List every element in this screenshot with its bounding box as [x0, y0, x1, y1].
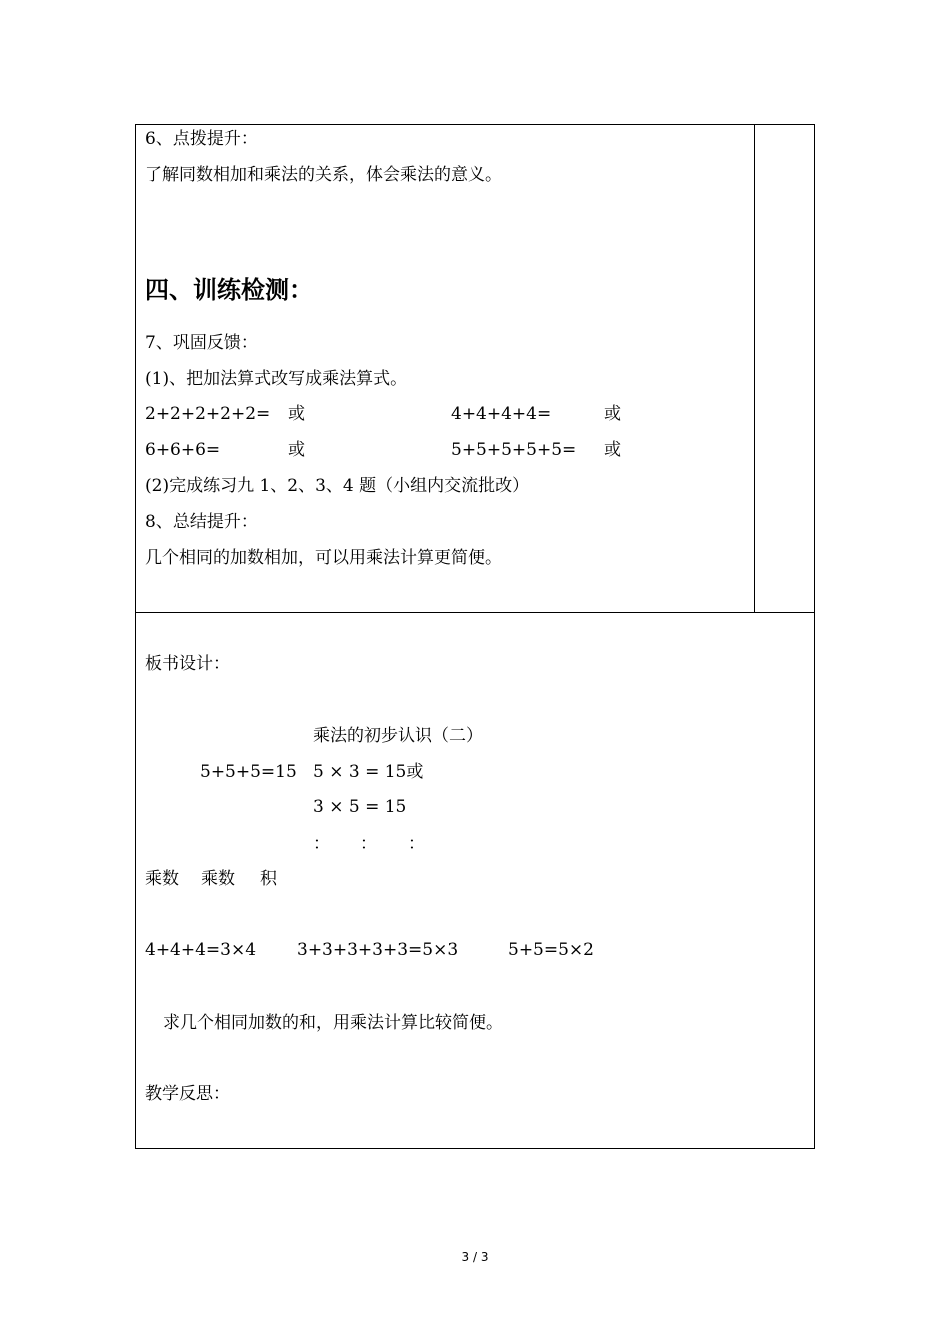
board-conclusion: 求几个相同加数的和，用乘法计算比较简便。	[163, 1013, 503, 1033]
board-term: 乘数	[145, 869, 179, 889]
exercise-expr: 5+5+5+5+5=	[451, 440, 577, 460]
board-colon: ：	[313, 834, 330, 854]
board-term: 积	[260, 869, 277, 889]
lesson-table-bottom	[135, 612, 815, 1149]
step7-sub2: (2)完成练习九 1、2、3、4 题（小组内交流批改）	[145, 476, 530, 496]
step6-title: 6、点拨提升：	[145, 129, 258, 149]
board-label: 板书设计：	[145, 654, 230, 674]
reflection-label: 教学反思：	[145, 1084, 230, 1104]
exercise-expr: 2+2+2+2+2=	[145, 404, 271, 424]
step8-text: 几个相同的加数相加，可以用乘法计算更简便。	[145, 548, 502, 568]
exercise-or: 或	[604, 440, 621, 460]
step7-sub1: (1)、把加法算式改写成乘法算式。	[145, 369, 408, 389]
board-colon: ：	[408, 834, 425, 854]
board-mult2: 3 × 5 = 15	[313, 797, 407, 817]
board-mult1: 5 × 3 = 15或	[313, 762, 424, 782]
exercise-or: 或	[288, 404, 305, 424]
step8-title: 8、总结提升：	[145, 512, 258, 532]
board-term: 乘数	[201, 869, 235, 889]
page-number: 3 / 3	[461, 1250, 489, 1264]
step7-title: 7、巩固反馈：	[145, 333, 258, 353]
board-example: 3+3+3+3+3=5×3	[297, 940, 459, 960]
exercise-expr: 4+4+4+4=	[451, 404, 552, 424]
board-title: 乘法的初步认识（二）	[313, 726, 483, 746]
board-example: 4+4+4=3×4	[145, 940, 257, 960]
board-example: 5+5=5×2	[508, 940, 594, 960]
column-divider	[754, 125, 755, 612]
step6-text: 了解同数相加和乘法的关系，体会乘法的意义。	[145, 165, 502, 185]
heading-training: 四、训练检测：	[145, 275, 313, 304]
board-addition: 5+5+5=15	[200, 762, 297, 782]
exercise-or: 或	[604, 404, 621, 424]
exercise-or: 或	[288, 440, 305, 460]
board-colon: ：	[360, 834, 377, 854]
exercise-expr: 6+6+6=	[145, 440, 221, 460]
